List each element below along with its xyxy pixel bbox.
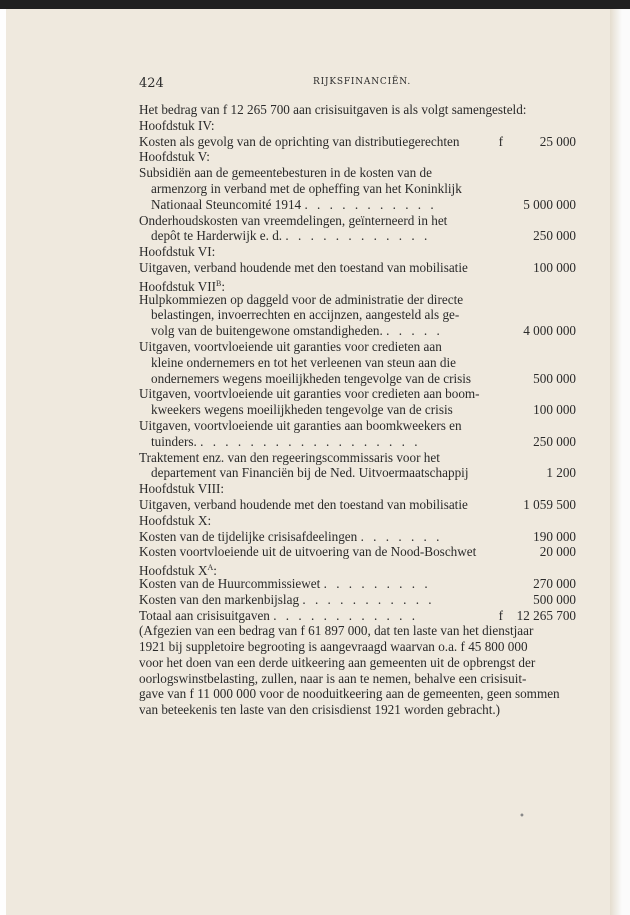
- amount: 100 000: [533, 259, 576, 275]
- paper-speck: •: [519, 811, 525, 822]
- text-line: kweekers wegens moeilijkheden tengevolge van de crisis: [151, 402, 453, 418]
- text-line: Hulpkommiezen op daggeld voor de administratie der directe: [139, 291, 464, 307]
- expense-row: [139, 465, 579, 481]
- text-line: 1921 bij suppletoire begrooting is aangevraagd waarvan o.a. f 45 800 000: [139, 639, 528, 655]
- text-line: Hoofdstuk X: [139, 563, 208, 579]
- text-line: Hoofdstuk VII: [139, 278, 217, 294]
- expense-row: [139, 197, 579, 213]
- page-number: 424: [139, 76, 164, 91]
- amount: 270 000: [533, 575, 576, 591]
- text-line: Hoofdstuk IV:: [139, 117, 215, 133]
- amount: 190 000: [533, 528, 576, 544]
- chapter-heading: [139, 513, 579, 529]
- text-line: Kosten van de Huurcommissiewet: [139, 575, 321, 591]
- superscript: A: [207, 563, 214, 573]
- text-line: Kosten van de tijdelijke crisisafdeelingen: [139, 528, 358, 544]
- text-line: kleine ondernemers en tot het verleenen van steun aan die: [151, 354, 457, 370]
- text-line: depôt te Harderwijk e. d.: [151, 228, 283, 244]
- text-line: van beteekenis ten laste van den crisisdienst 1921 worden gebracht.): [139, 702, 501, 718]
- expense-row: [139, 260, 579, 276]
- text-line: Traktement enz. van den regeeringscommissaris voor het: [139, 449, 440, 465]
- chapter-heading: [139, 481, 579, 497]
- amount: 25 000: [539, 133, 576, 149]
- expense-row: [139, 371, 579, 387]
- body-text: [139, 102, 579, 718]
- expense-row: [139, 450, 579, 466]
- text-line: Uitgaven, verband houdende met den toestand van mobilisatie: [139, 496, 468, 512]
- note-paragraph: [139, 623, 579, 718]
- text-line: Uitgaven, voortvloeiende uit garanties aan boomkweekers en: [139, 417, 462, 433]
- page-header: [139, 76, 579, 92]
- text-line: :: [213, 563, 217, 579]
- expense-row: [139, 165, 579, 181]
- leader-dots: . . . . . . . . . . . .: [285, 228, 431, 244]
- text-line: voor het doen van een derde uitkeering aan gemeenten uit de opbrengst der: [139, 654, 536, 670]
- note-line: [139, 639, 579, 655]
- chapter-heading: [139, 276, 579, 292]
- chapter-heading: [139, 149, 579, 165]
- amount: 1 200: [546, 465, 576, 481]
- text-line: Kosten van den markenbijslag: [139, 591, 300, 607]
- text-line: Hoofdstuk V:: [139, 149, 210, 165]
- note-line: [139, 671, 579, 687]
- amount: 5 000 000: [523, 196, 576, 212]
- expense-row: [139, 434, 579, 450]
- superscript: B: [216, 278, 222, 288]
- text-line: (Afgezien van een bedrag van f 61 897 000, dat ten laste van het dienstjaar: [139, 623, 534, 639]
- expense-row: [139, 323, 579, 339]
- expense-row: [139, 386, 579, 402]
- total-amount: 12 265 700: [516, 607, 576, 623]
- text-line: volg van de buitengewone omstandigheden.: [151, 323, 383, 339]
- expense-row: [139, 228, 579, 244]
- text-line: Uitgaven, voortvloeiende uit garanties voor credieten aan boom-: [139, 386, 480, 402]
- amount: 500 000: [533, 370, 576, 386]
- total-row: [139, 608, 579, 624]
- running-title: RIJKSFINANCIËN.: [313, 77, 412, 87]
- text-line: oorlogswinstbelasting, zullen, naar is aan te nemen, behalve een crisisuit-: [139, 670, 527, 686]
- text-line: Nationaal Steuncomité 1914: [151, 196, 302, 212]
- scan-top-border: [0, 0, 630, 9]
- expense-row: [139, 497, 579, 513]
- text-line: armenzorg in verband met de opheffing van het Koninklijk: [151, 180, 462, 196]
- leader-dots: . . . . .: [386, 323, 443, 339]
- text-line: Totaal aan crisisuitgaven: [139, 607, 270, 623]
- expense-row: [139, 134, 579, 150]
- amount: 100 000: [533, 402, 576, 418]
- text-line: Hoofdstuk VI:: [139, 244, 216, 260]
- note-line: [139, 655, 579, 671]
- currency-symbol: f: [498, 133, 503, 149]
- expense-row: [139, 576, 579, 592]
- leader-dots: . . . . . . . . . . . . . . . . . .: [200, 433, 421, 449]
- expense-row: [139, 529, 579, 545]
- text-line: Uitgaven, voortvloeiende uit garanties voor credieten aan: [139, 338, 442, 354]
- text-line: Hoofdstuk VIII:: [139, 481, 225, 497]
- text-line: tuinders.: [151, 433, 197, 449]
- intro-line: [139, 102, 579, 118]
- page-edge: [610, 9, 630, 915]
- leader-dots: . . . . . . . . . . . .: [273, 607, 419, 623]
- expense-row: [139, 418, 579, 434]
- expense-row: [139, 544, 579, 560]
- chapter-heading: [139, 560, 579, 579]
- amount: 4 000 000: [523, 323, 576, 339]
- text-line: Hoofdstuk X:: [139, 512, 212, 528]
- text-line: Het bedrag van f 12 265 700 aan crisisuitgaven is als volgt samengesteld:: [139, 102, 527, 117]
- leader-dots: . . . . . . . . .: [323, 575, 431, 591]
- chapter-heading: [139, 244, 579, 260]
- expense-row: [139, 592, 579, 608]
- text-line: ondernemers wegens moeilijkheden tengevolge van de crisis: [151, 370, 472, 386]
- leader-dots: . . . . . . .: [360, 528, 443, 544]
- amount: 250 000: [533, 228, 576, 244]
- text-line: gave van f 11 000 000 voor de nooduitkeering aan de gemeenten, geen sommen: [139, 686, 560, 702]
- expense-row: [139, 355, 579, 371]
- text-line: Kosten voortvloeiende uit de uitvoering van de Nood-Boschwet: [139, 544, 477, 560]
- expense-row: [139, 402, 579, 418]
- amount: 250 000: [533, 433, 576, 449]
- note-line: [139, 702, 579, 718]
- note-line: [139, 686, 579, 702]
- amount: 20 000: [539, 544, 576, 560]
- leader-dots: . . . . . . . . . . .: [304, 196, 437, 212]
- chapter-heading: [139, 118, 579, 134]
- text-line: Kosten als gevolg van de oprichting van distributiegerechten: [139, 133, 460, 149]
- expense-row: [139, 307, 579, 323]
- amount: 1 059 500: [523, 496, 576, 512]
- expense-row: [139, 213, 579, 229]
- text-line: belastingen, invoerrechten en accijnzen, aangesteld als ge-: [151, 307, 460, 323]
- leader-dots: . . . . . . . . . . .: [302, 591, 435, 607]
- text-line: Onderhoudskosten van vreemdelingen, geïnterneerd in het: [139, 212, 448, 228]
- text-line: Subsidiën aan de gemeentebesturen in de kosten van de: [139, 165, 432, 181]
- text-line: :: [221, 278, 226, 294]
- expense-row: [139, 292, 579, 308]
- expense-row: [139, 181, 579, 197]
- expense-row: [139, 339, 579, 355]
- amount: 500 000: [533, 591, 576, 607]
- text-line: departement van Financiën bij de Ned. Uitvoermaatschappij: [151, 465, 469, 481]
- currency-symbol: f: [498, 607, 503, 623]
- note-line: [139, 623, 579, 639]
- text-line: Uitgaven, verband houdende met den toestand van mobilisatie: [139, 259, 468, 275]
